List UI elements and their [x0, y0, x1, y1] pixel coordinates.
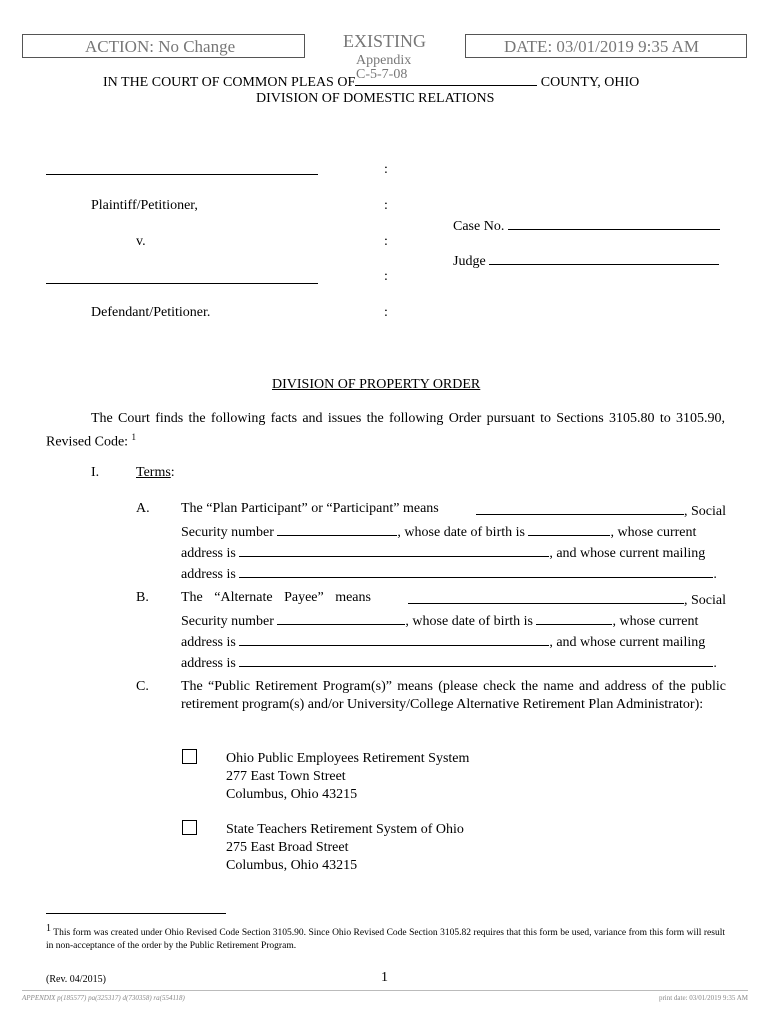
participant-name-blank [476, 500, 684, 515]
item-a-l1b: , Social [684, 504, 726, 519]
intro-text: The Court finds the following facts and issues the following Order pursuant to Sections 3105.80 to 3105.90, Revised Code: [46, 411, 725, 450]
court-suffix: COUNTY, OHIO [540, 75, 640, 90]
defendant-label: Defendant/Petitioner. [91, 305, 211, 320]
item-b-l2b: , whose date of birth is [405, 614, 533, 629]
footnote [46, 922, 725, 953]
section-i-colon: : [170, 465, 175, 480]
item-b-l2a: Security number [181, 614, 274, 629]
opers-checkbox[interactable] [182, 749, 197, 764]
item-b-l4a: address is [181, 656, 236, 671]
item-a-l2c: , whose current [610, 525, 697, 540]
action-label: ACTION: No Change [85, 37, 236, 56]
section-i-heading [136, 464, 175, 482]
footnote-text: This form was created under Ohio Revised Code Section 3105.90. Since Ohio Revised Code Section 3105.82 requires that this form be used, variance from this form will result in non-acceptance of the order by the Public Retirement Program. [46, 928, 725, 952]
program-opers-name: Ohio Public Employees Retirement System [226, 751, 470, 766]
item-b-l1a: The “Alternate Payee” means [181, 590, 371, 605]
item-b-l4b: . [713, 656, 717, 671]
strs-checkbox[interactable] [182, 820, 197, 835]
judge-blank [489, 250, 719, 265]
program-opers-street: 277 East Town Street [226, 769, 346, 784]
action-box [22, 34, 305, 58]
case-no-text: Case No. [453, 219, 505, 234]
program-strs [226, 821, 464, 875]
item-b-body [181, 589, 726, 673]
payee-mailing-blank [239, 652, 713, 667]
plaintiff-label: Plaintiff/Petitioner, [91, 198, 198, 213]
participant-address-blank [239, 542, 549, 557]
item-b-l3b: , and whose current mailing [549, 635, 706, 650]
appendix-code: C-5-7-08 [356, 67, 408, 82]
date-box [465, 34, 747, 58]
item-a-l3b: , and whose current mailing [549, 546, 706, 561]
footnote-ref: 1 [131, 432, 137, 442]
program-opers-city: Columbus, Ohio 43215 [226, 787, 358, 802]
participant-mailing-blank [239, 563, 713, 578]
program-opers [226, 750, 469, 804]
participant-ssn-blank [277, 521, 397, 536]
case-no-label [453, 215, 720, 236]
page-number: 1 [381, 970, 388, 985]
item-a-l2a: Security number [181, 525, 274, 540]
item-b-l1b: , Social [684, 593, 726, 608]
item-b-l2c: , whose current [612, 614, 699, 629]
item-b-l3a: address is [181, 635, 236, 650]
date-label: DATE: 03/01/2019 9:35 AM [504, 37, 700, 56]
appendix-label: Appendix [356, 53, 412, 68]
item-b-letter: B. [136, 590, 149, 605]
participant-dob-blank [528, 521, 610, 536]
colon-2: : [384, 198, 388, 213]
court-prefix: IN THE COURT OF COMMON PLEAS OF [103, 75, 356, 90]
colon-1: : [384, 162, 388, 177]
item-a-l2b: , whose date of birth is [397, 525, 525, 540]
defendant-name-line [46, 283, 318, 284]
payee-address-blank [239, 631, 549, 646]
colon-4: : [384, 269, 388, 284]
judge-label [453, 250, 719, 271]
item-a-l4a: address is [181, 567, 236, 582]
plaintiff-name-line [46, 174, 318, 175]
judge-text: Judge [453, 254, 486, 269]
intro-paragraph [46, 410, 725, 452]
item-c-text: The “Public Retirement Program(s)” means (please check the name and address of the public retirement program(s) and/or University/College Alternative Retirement Plan Administrator): [181, 679, 726, 712]
revision-label: (Rev. 04/2015) [46, 974, 106, 985]
court-line-1 [103, 71, 639, 92]
section-i-heading-text: Terms [136, 465, 171, 480]
section-i-numeral: I. [91, 465, 100, 480]
footer-rule [22, 990, 748, 991]
existing-label: EXISTING [343, 31, 426, 51]
payee-ssn-blank [277, 610, 405, 625]
versus-label: v. [136, 234, 146, 249]
program-strs-name: State Teachers Retirement System of Ohio [226, 822, 464, 837]
footnote-number: 1 [46, 923, 51, 934]
case-no-blank [508, 215, 720, 230]
payee-dob-blank [536, 610, 612, 625]
colon-3: : [384, 234, 388, 249]
program-strs-street: 275 East Broad Street [226, 840, 349, 855]
county-blank [355, 71, 537, 86]
item-a-l4b: . [713, 567, 717, 582]
colon-5: : [384, 305, 388, 320]
footnote-separator [46, 913, 226, 914]
program-strs-city: Columbus, Ohio 43215 [226, 858, 358, 873]
document-title: DIVISION OF PROPERTY ORDER [272, 377, 481, 392]
appendix-ids: APPENDIX p(185577) pa(325317) d(730358) ra(554118) [22, 994, 185, 1002]
item-a-l1a: The “Plan Participant” or “Participant” means [181, 501, 439, 516]
print-date: print date: 03/01/2019 9:35 AM [658, 994, 748, 1002]
item-a-body [181, 500, 726, 584]
item-c-letter: C. [136, 679, 149, 694]
court-division: DIVISION OF DOMESTIC RELATIONS [256, 91, 495, 106]
payee-name-blank [408, 589, 684, 604]
item-a-l3a: address is [181, 546, 236, 561]
item-a-letter: A. [136, 501, 150, 516]
